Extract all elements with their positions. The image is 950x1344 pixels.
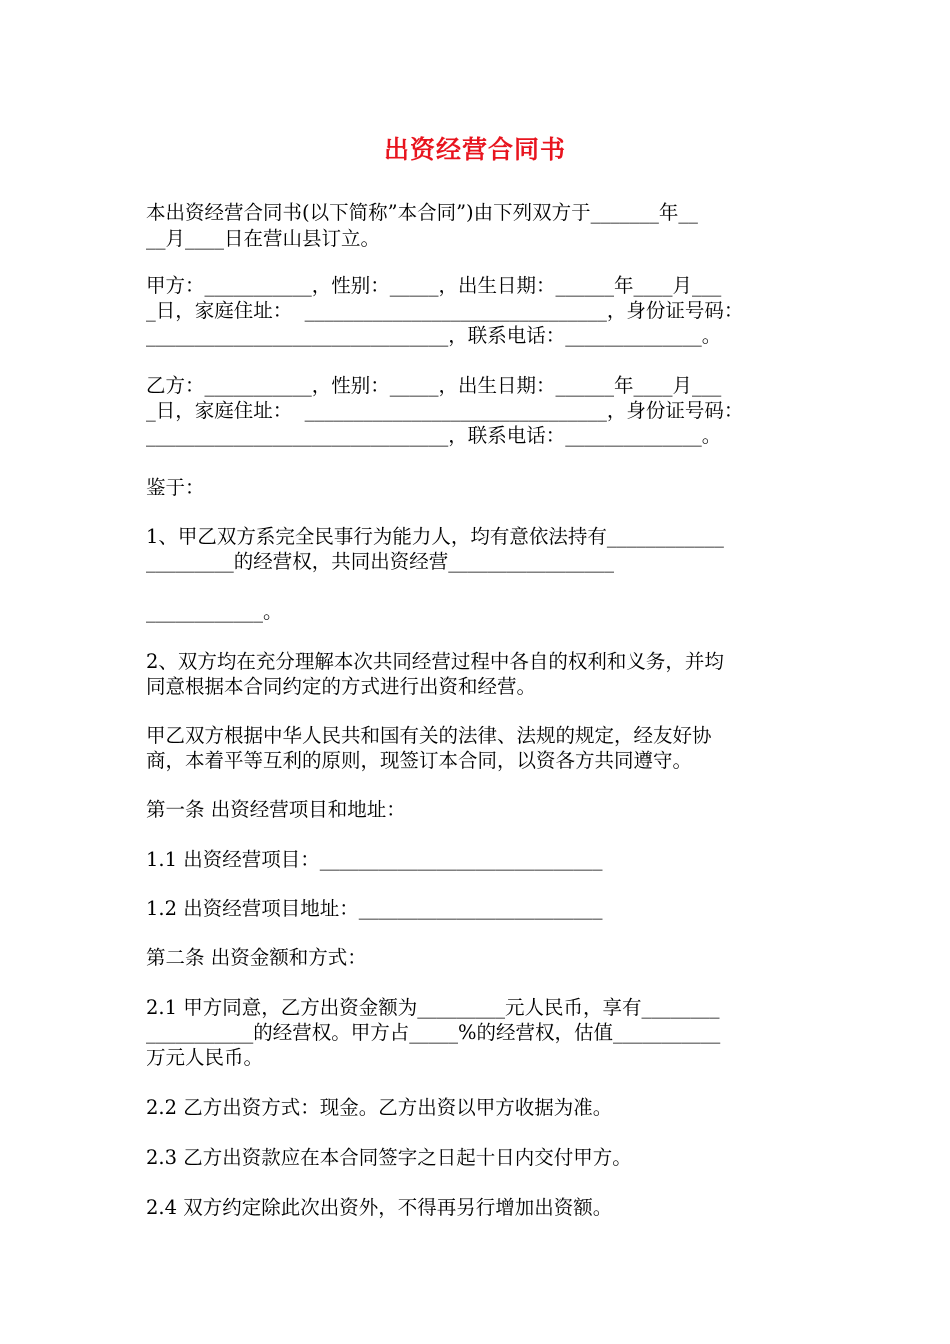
intro-line-2: __月____日在营山县订立。 — [146, 227, 381, 250]
party-b-line-3: _______________________________，联系电话：______________。 — [146, 424, 722, 447]
item-2-2: 2.2 乙方出资方式：现金。乙方出资以甲方收据为准。 — [146, 1096, 613, 1119]
article-1-heading: 第一条 出资经营项目和地址： — [146, 798, 406, 821]
clause-1-line-2: _________的经营权，共同出资经营_________________ — [146, 550, 615, 573]
party-a-line-3: _______________________________，联系电话：______________。 — [146, 324, 722, 347]
clause-1-line-1: 1、甲乙双方系完全民事行为能力人，均有意依法持有____________ — [146, 525, 724, 548]
item-2-1-line-3: 万元人民币。 — [146, 1046, 264, 1069]
item-2-1-line-1: 2.1 甲方同意，乙方出资金额为_________元人民币，享有________ — [146, 996, 720, 1019]
preamble-line-1: 甲乙双方根据中华人民共和国有关的法律、法规的规定，经友好协 — [146, 724, 712, 747]
clause-2-line-1: 2、双方均在充分理解本次共同经营过程中各自的权利和义务，并均 — [146, 650, 724, 673]
item-2-1-line-2: ___________的经营权。甲方占_____%的经营权，估值___________ — [146, 1021, 721, 1044]
item-1-2: 1.2 出资经营项目地址：_________________________ — [146, 897, 603, 920]
party-a-line-1: 甲方：___________，性别：_____，出生日期：______年____月___ — [146, 274, 722, 297]
whereas-heading: 鉴于： — [146, 476, 205, 499]
clause-2-line-2: 同意根据本合同约定的方式进行出资和经营。 — [146, 675, 537, 698]
party-b-line-1: 乙方：___________，性别：_____，出生日期：______年____月___ — [146, 374, 722, 397]
party-a-line-2: _日，家庭住址： _______________________________，身份证号码： — [146, 299, 744, 322]
intro-line-1: 本出资经营合同书(以下简称”本合同”)由下列双方于_______年__ — [146, 201, 698, 224]
party-b-line-2: _日，家庭住址： _______________________________，身份证号码： — [146, 399, 744, 422]
item-2-3: 2.3 乙方出资款应在本合同签字之日起十日内交付甲方。 — [146, 1146, 632, 1169]
document-title: 出资经营合同书 — [383, 135, 566, 164]
item-1-1: 1.1 出资经营项目：_____________________________ — [146, 848, 603, 871]
preamble-line-2: 商，本着平等互利的原则，现签订本合同，以资各方共同遵守。 — [146, 749, 693, 772]
item-2-4: 2.4 双方约定除此次出资外，不得再另行增加出资额。 — [146, 1196, 613, 1219]
clause-1-line-3: ____________。 — [146, 600, 283, 623]
article-2-heading: 第二条 出资金额和方式： — [146, 946, 367, 969]
